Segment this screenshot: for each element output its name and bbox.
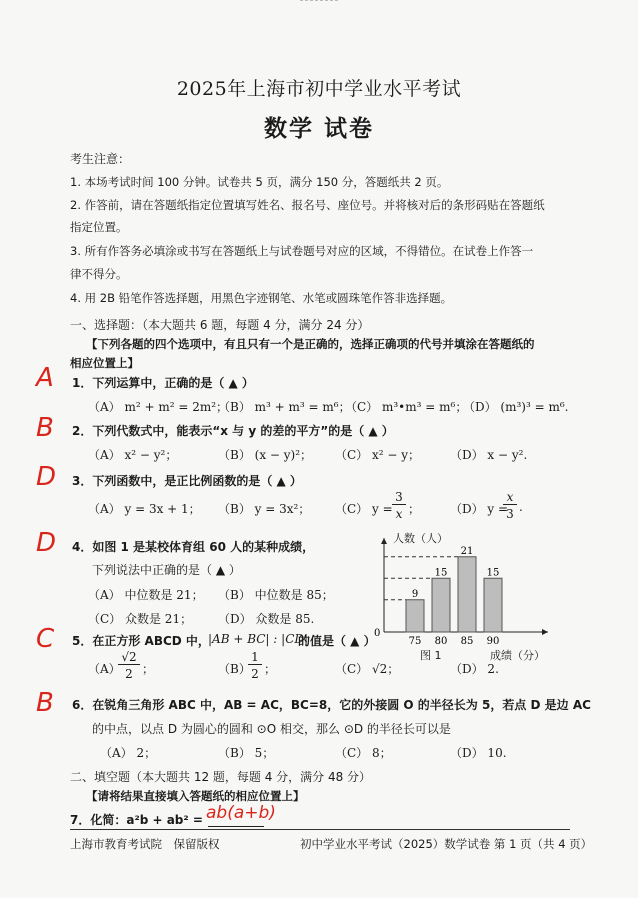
chart-y-axis-label: 人数（人）	[393, 532, 448, 545]
q4-option-c: （C） 众数是 21；	[88, 612, 193, 626]
chart-bar-value-label: 15	[434, 567, 448, 579]
chart-x-tick-label: 90	[486, 636, 500, 647]
q3-option-d-prefix: （D） y =	[450, 502, 509, 516]
q3-option-c-suffix: ；	[408, 502, 421, 516]
q1-option-b: （B） m³ + m³ = m⁶；	[218, 400, 351, 414]
q3-option-c-numerator: 3	[392, 490, 406, 505]
section-1-instruction-a: 【下列各题的四个选项中，有且只有一个是正确的，选择正确项的代号并填涂在答题纸的	[86, 337, 535, 351]
q5-option-b-numerator: 1	[248, 650, 262, 665]
q5-option-a-numerator: √2	[118, 650, 140, 665]
q6-stem-b: 的中点，以点 D 为圆心的圆和 ⊙O 相交，那么 ⊙D 的半径长可以是	[92, 722, 451, 736]
footer-left: 上海市教育考试院 保留版权	[70, 837, 220, 851]
q2-option-b: （B） (x − y)²；	[218, 448, 313, 462]
q6-option-a: （A） 2；	[100, 746, 157, 760]
q6-option-d: （D） 10.	[450, 746, 507, 760]
chart-y-axis-arrow	[381, 538, 387, 544]
footer-rule	[70, 829, 570, 830]
q5-option-d: （D） 2.	[450, 662, 499, 676]
q5-vector-expression: |AB + BC| : |CD|	[208, 632, 309, 646]
q3-option-c-prefix: （C） y =	[335, 502, 393, 516]
q1-option-a: （A） m² + m² = 2m²；	[88, 400, 229, 414]
section-2-instruction: 【请将结果直接填入答题纸的相应位置上】	[86, 789, 305, 803]
chart-bar	[484, 578, 502, 632]
chart-bar	[458, 557, 476, 632]
chart-x-tick-label: 80	[434, 636, 448, 647]
q6-option-c: （C） 8；	[335, 746, 392, 760]
q5-option-a-suffix: ；	[142, 662, 155, 676]
q4-option-d: （D） 众数是 85.	[218, 612, 315, 626]
handwritten-answer-q6: B	[36, 688, 54, 718]
q3-option-b: （B） y = 3x²；	[218, 502, 311, 516]
q7-stem: 7．化简：a²b + ab² =	[70, 813, 203, 827]
q3-option-d-denominator: 3	[506, 507, 514, 521]
handwritten-answer-q4: D	[36, 528, 57, 558]
q1-stem: 1．下列运算中，正确的是（ ▲ ）	[72, 376, 254, 390]
chart-bar-value-label: 15	[486, 567, 500, 579]
section-2-heading: 二、填空题（本大题共 12 题，每题 4 分，满分 48 分）	[70, 770, 372, 784]
exam-title: 2025年上海市初中学业水平考试	[176, 78, 462, 100]
figure-1-bar-chart	[370, 528, 560, 660]
q5-option-b-prefix: （B）	[218, 662, 251, 676]
q7-handwritten-answer: ab(a+b)	[206, 803, 276, 823]
notice-item-2b: 指定位置。	[70, 220, 128, 234]
q5-option-a-denominator: 2	[125, 667, 133, 681]
q3-option-d-numerator: x	[503, 490, 517, 505]
q6-option-b: （B） 5；	[218, 746, 275, 760]
q2-stem: 2．下列代数式中，能表示“x 与 y 的差的平方”的是（ ▲ ）	[72, 424, 394, 438]
chart-bar	[406, 600, 424, 632]
notice-item-1: 1. 本场考试时间 100 分钟。试卷共 5 页，满分 150 分，答题纸共 2 页。	[70, 175, 449, 189]
chart-bar-value-label: 21	[460, 545, 474, 557]
chart-bar-value-label: 9	[411, 588, 419, 600]
notice-item-2a: 2. 作答前，请在答题纸指定位置填写姓名、报名号、座位号。并将核对后的条形码贴在答题纸	[70, 198, 545, 212]
top-fold-mark	[300, 0, 338, 4]
chart-x-axis-label: 成绩（分）	[490, 649, 545, 662]
section-1-heading: 一、选择题：（本大题共 6 题，每题 4 分，满分 24 分）	[70, 318, 370, 332]
handwritten-answer-q1: A	[36, 363, 54, 393]
q1-option-d: （D） (m³)³ = m⁶.	[463, 400, 569, 414]
exam-subject: 数学 试卷	[263, 116, 374, 142]
chart-x-axis-arrow	[542, 629, 548, 635]
chart-title: 图 1	[420, 649, 442, 662]
q3-stem: 3．下列函数中，是正比例函数的是（ ▲ ）	[72, 474, 302, 488]
q3-option-c-denominator: x	[395, 507, 403, 521]
chart-x-tick-label: 85	[460, 636, 474, 647]
q4-option-a: （A） 中位数是 21；	[88, 588, 204, 602]
section-1-instruction-b: 相应位置上】	[70, 356, 139, 370]
q5-option-b-suffix: ；	[264, 662, 277, 676]
q4-stem-b: 下列说法中正确的是（ ▲ ）	[92, 563, 241, 577]
q3-option-d-suffix: .	[519, 500, 523, 514]
q3-option-a: （A） y = 3x + 1；	[88, 502, 201, 516]
q1-option-c: （C） m³•m³ = m⁶；	[345, 400, 468, 414]
q5-stem-suffix: 的值是（ ▲ ）	[298, 634, 376, 648]
q4-option-b: （B） 中位数是 85；	[218, 588, 334, 602]
handwritten-answer-q5: C	[36, 624, 55, 654]
handwritten-answer-q2: B	[36, 413, 54, 443]
notice-item-4: 4. 用 2B 铅笔作答选择题，用黑色字迹钢笔、水笔或圆珠笔作答非选择题。	[70, 291, 453, 305]
footer-right: 初中学业水平考试（2025）数学试卷 第 1 页（共 4 页）	[300, 837, 593, 851]
chart-x-tick-label: 75	[408, 636, 422, 647]
q5-option-c: （C） √2；	[335, 662, 400, 676]
q4-stem-a: 4．如图 1 是某校体育组 60 人的某种成绩，	[72, 540, 315, 554]
notice-heading: 考生注意：	[70, 152, 131, 166]
q2-option-c: （C） x² − y；	[335, 448, 421, 462]
q5-option-a-prefix: （A）	[88, 662, 121, 676]
notice-item-3a: 3. 所有作答务必填涂或书写在答题纸上与试卷题号对应的区域，不得错位。在试卷上作答一	[70, 244, 534, 258]
q7-answer-blank	[208, 826, 264, 827]
q5-option-b-denominator: 2	[251, 667, 259, 681]
q5-stem-prefix: 5．在正方形 ABCD 中，	[72, 634, 210, 648]
chart-bar	[432, 578, 450, 632]
notice-item-3b: 律不得分。	[70, 267, 128, 281]
chart-origin-label: 0	[374, 628, 381, 639]
q2-option-d: （D） x − y².	[450, 448, 528, 462]
q6-stem-a: 6．在锐角三角形 ABC 中，AB = AC，BC=8，它的外接圆 O 的半径长为 5，若点 D 是边 AC	[72, 698, 591, 712]
q2-option-a: （A） x² − y²；	[88, 448, 178, 462]
handwritten-answer-q3: D	[36, 462, 57, 492]
